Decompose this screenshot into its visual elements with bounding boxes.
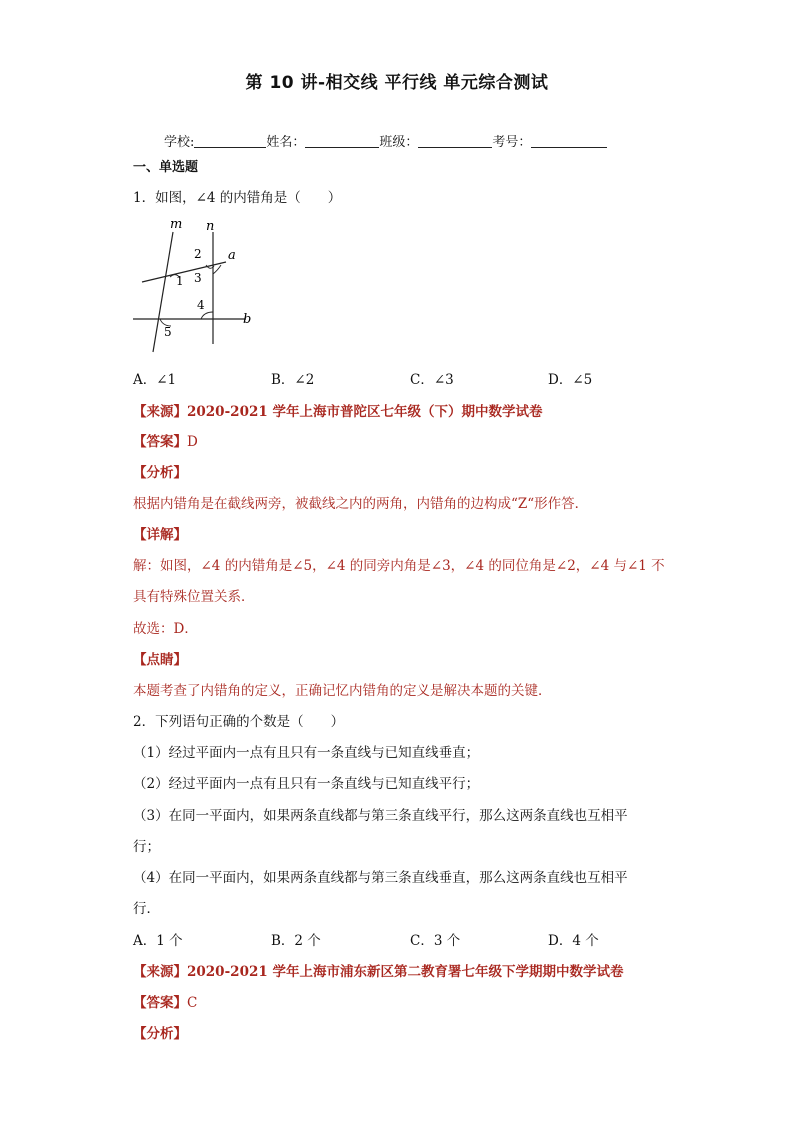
- label-angle-5: 5: [164, 325, 172, 339]
- q1-source: [133, 400, 542, 420]
- q1-option-c: C．∠3: [410, 372, 454, 388]
- label-n: n: [206, 219, 215, 234]
- label-a: a: [228, 248, 236, 263]
- q2-option-a: A．1 个: [133, 933, 183, 949]
- q1-analysis-tag: 【分析】: [133, 465, 187, 481]
- label-angle-2: 2: [194, 247, 202, 261]
- label-angle-1: 1: [176, 274, 184, 288]
- q1-source-tag: 【来源】: [133, 404, 187, 420]
- q2-statement-1: （1）经过平面内一点有且只有一条直线与已知直线垂直；: [133, 745, 480, 761]
- label-m: m: [170, 217, 183, 232]
- q1-option-a: A．∠1: [133, 372, 177, 388]
- q2-source-text: 2020-2021 学年上海市浦东新区第二教育署七年级下学期期中数学试卷: [187, 964, 624, 980]
- class-label: 班级：: [379, 135, 419, 150]
- exam-no-blank: [531, 134, 607, 148]
- q1-detail-tag: 【详解】: [133, 527, 187, 543]
- q1-detail-line-2: 具有特殊位置关系．: [133, 589, 255, 605]
- q1-analysis-text: 根据内错角是在截线两旁，被截线之内的两角，内错角的边构成“Z“形作答．: [133, 496, 589, 512]
- q2-statement-4a: （4）在同一平面内，如果两条直线都与第三条直线垂直，那么这两条直线也互相平: [133, 870, 628, 886]
- arc-4: [201, 312, 213, 319]
- name-label: 姓名：: [266, 135, 306, 150]
- q2-source: [133, 960, 623, 980]
- q1-option-b: B．∠2: [271, 372, 315, 388]
- label-b: b: [243, 312, 252, 327]
- exam-no-label: 考号：: [492, 135, 532, 150]
- class-blank: [418, 134, 492, 148]
- q2-statement-2: （2）经过平面内一点有且只有一条直线与已知直线平行；: [133, 776, 480, 792]
- q1-figure: [128, 212, 268, 357]
- school-label: 学校:: [164, 135, 195, 150]
- q1-option-d: D．∠5: [548, 372, 593, 388]
- q2-stem: 2．下列语句正确的个数是（ ）: [133, 714, 345, 730]
- q2-option-b: B．2 个: [271, 933, 321, 949]
- q2-option-d: D．4 个: [548, 933, 599, 949]
- q2-statement-3a: （3）在同一平面内，如果两条直线都与第三条直线平行，那么这两条直线也互相平: [133, 808, 628, 824]
- q1-stem: 1．如图，∠4 的内错角是（ ）: [133, 190, 342, 206]
- q1-detail-line-3: 故选：D．: [133, 621, 198, 637]
- q1-detail-line-1: 解：如图，∠4 的内错角是∠5，∠4 的同旁内角是∠3，∠4 的同位角是∠2，∠4 与∠1 不: [133, 558, 665, 574]
- q2-analysis-tag: 【分析】: [133, 1026, 187, 1042]
- section-heading: 一、单选题: [133, 160, 199, 175]
- q1-comment-tag: 【点睛】: [133, 652, 187, 668]
- q1-answer-value: D: [187, 434, 198, 450]
- school-blank: [194, 134, 266, 148]
- student-info-row: [164, 131, 607, 150]
- q2-source-tag: 【来源】: [133, 964, 187, 980]
- q1-answer: [133, 430, 198, 450]
- page-title: 第 10 讲-相交线 平行线 单元综合测试: [245, 73, 549, 93]
- q2-answer: [133, 991, 197, 1011]
- q2-answer-tag: 【答案】: [133, 995, 187, 1011]
- label-angle-3: 3: [194, 271, 202, 285]
- q1-source-text: 2020-2021 学年上海市普陀区七年级（下）期中数学试卷: [187, 404, 543, 420]
- name-blank: [305, 134, 379, 148]
- q2-option-c: C．3 个: [410, 933, 461, 949]
- q2-statement-4b: 行．: [133, 901, 160, 917]
- q1-comment-text: 本题考查了内错角的定义，正确记忆内错角的定义是解决本题的关键．: [133, 683, 552, 699]
- q2-statement-3b: 行；: [133, 839, 160, 855]
- label-angle-4: 4: [197, 298, 205, 312]
- q2-answer-value: C: [187, 995, 198, 1011]
- q1-answer-tag: 【答案】: [133, 434, 187, 450]
